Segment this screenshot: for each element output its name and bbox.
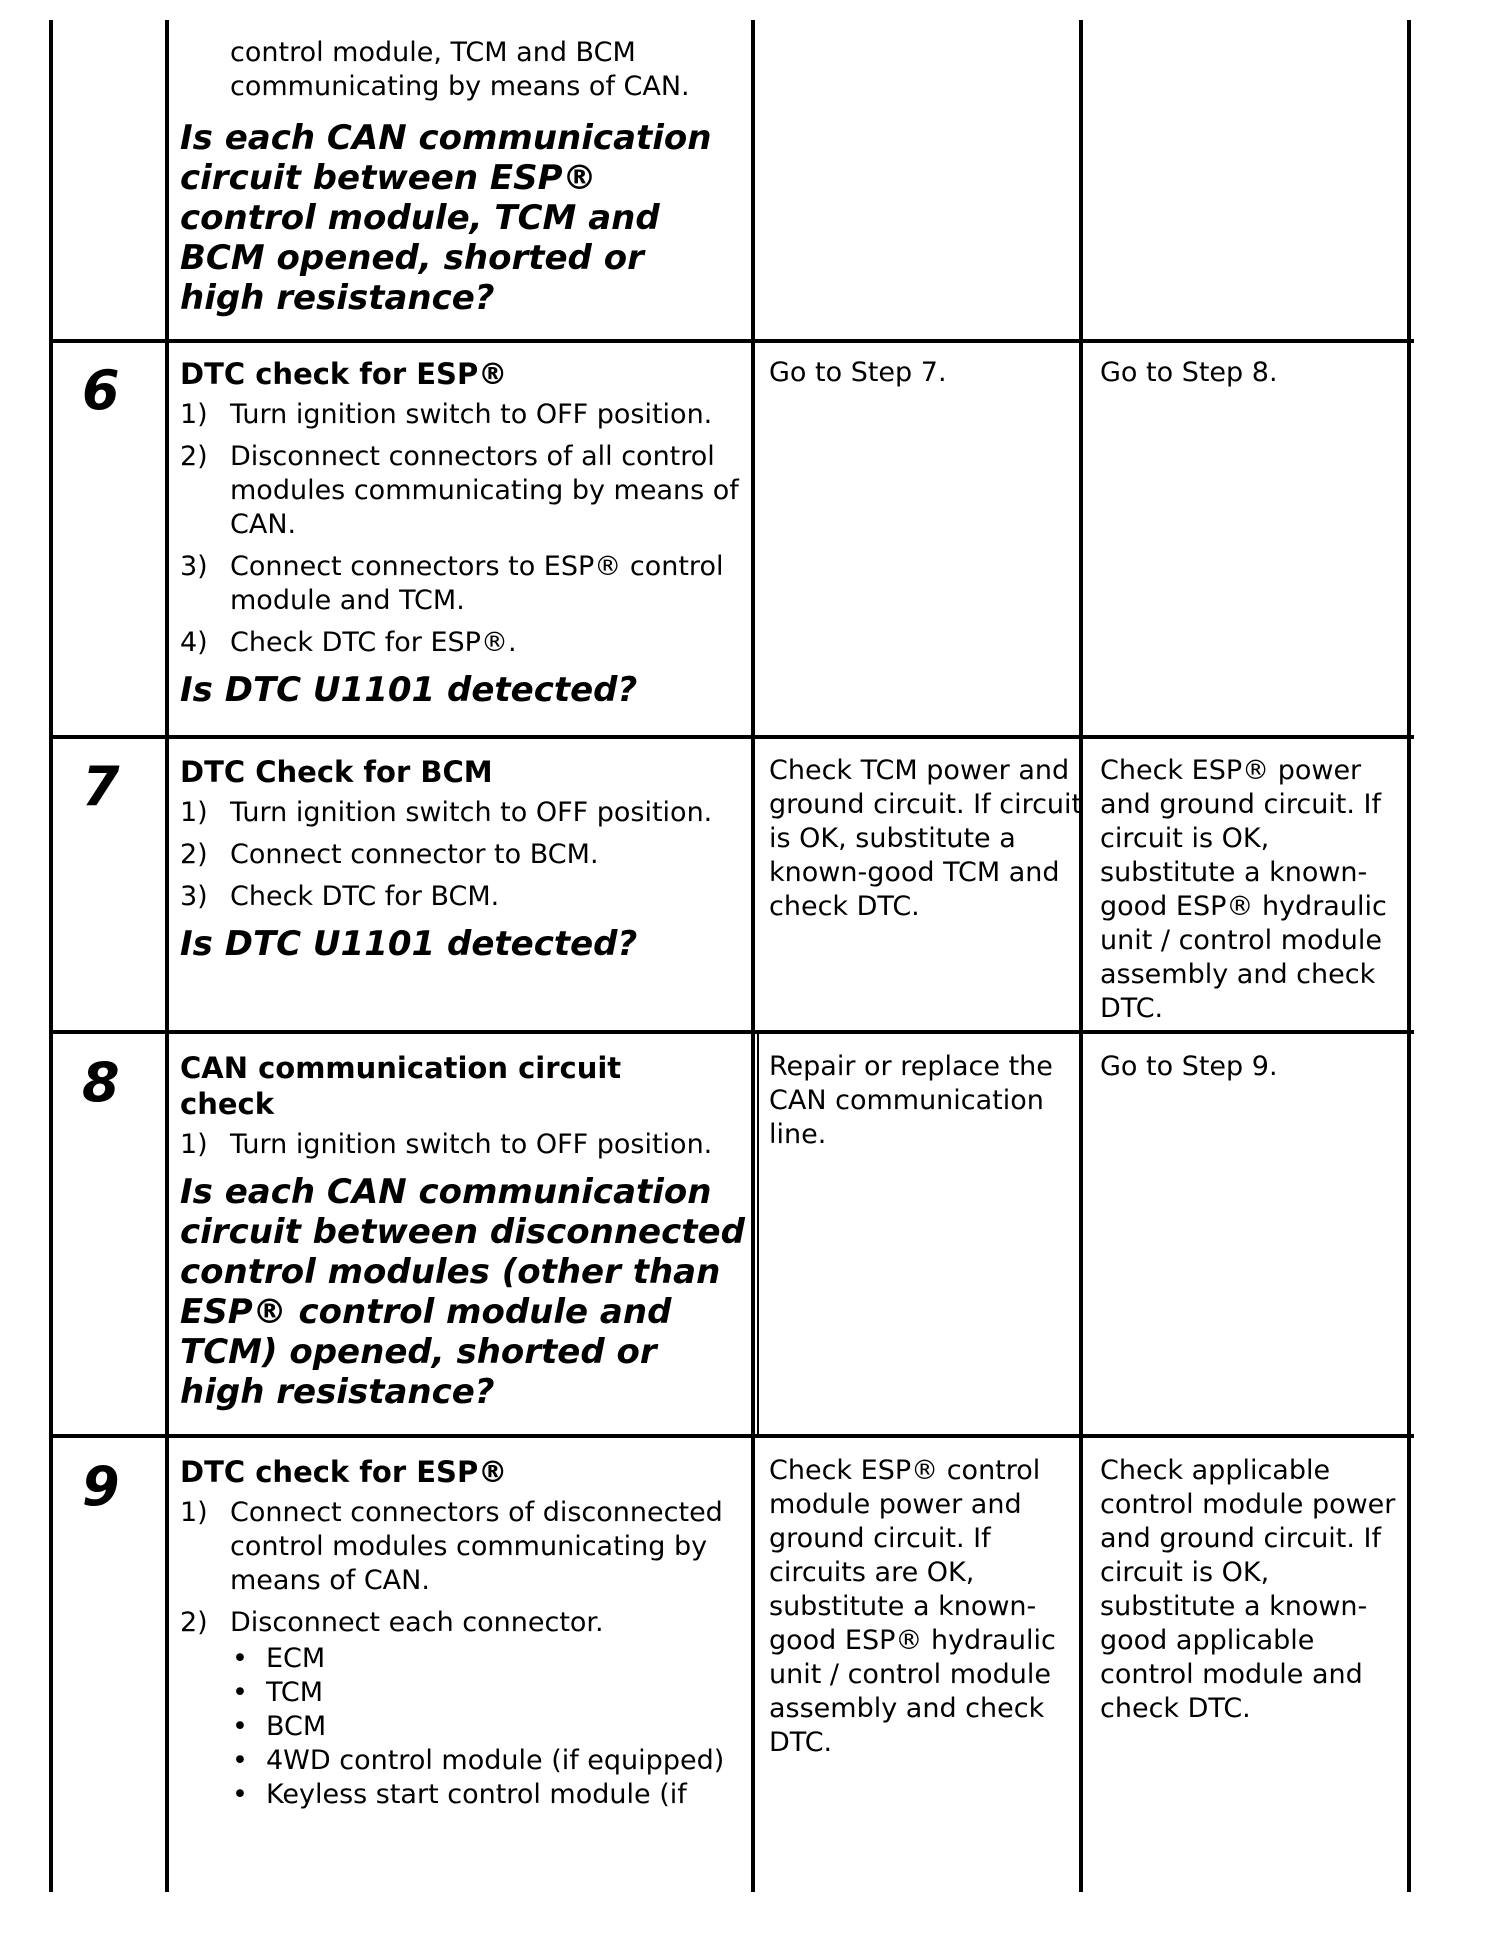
- row-7-no: Check ESP® power and ground circuit. If circuit is OK, substitute a known-good ESP® hydraulic unit / control module assembly and check DTC.: [1100, 755, 1387, 1024]
- list-item: 3) Check DTC for BCM.: [180, 881, 500, 912]
- table-border-right: [1407, 20, 1411, 1892]
- row-6-question: Is DTC U1101 detected?: [180, 670, 638, 710]
- list-item: 1) Connect connectors of disconnected control modules communicating by means of CAN.: [180, 1497, 723, 1596]
- list-item: • Keyless start control module (if: [230, 1778, 750, 1812]
- row-divider-8: [50, 1030, 1414, 1034]
- table-border-left: [49, 20, 53, 1892]
- row-5-continuation: [180, 36, 740, 318]
- row-9-title: DTC check for ESP®: [180, 1455, 508, 1489]
- row-divider-9: [50, 1434, 1414, 1438]
- row-8-title: CAN communication circuit check: [180, 1051, 622, 1121]
- row-7-title: DTC Check for BCM: [180, 755, 493, 789]
- row-7-steps: [180, 796, 750, 914]
- step-number-9: 9: [82, 1455, 120, 1518]
- column-divider-action: [751, 20, 755, 1892]
- continuation-text: control module, TCM and BCM communicating by means of CAN.: [230, 37, 690, 102]
- row-7-yes: Check TCM power and ground circuit. If circuit is OK, substitute a known-good TCM and check DTC.: [769, 755, 1083, 922]
- list-item: 1) Turn ignition switch to OFF position.: [180, 1129, 713, 1160]
- column-divider-double: [757, 1034, 759, 1434]
- row-6-title: DTC check for ESP®: [180, 357, 508, 391]
- row-5-question: Is each CAN communication circuit between ESP® control module, TCM and BCM opened, shorted or high resistance?: [180, 118, 712, 318]
- row-9-yes: Check ESP® control module power and ground circuit. If circuits are OK, substitute a known-good ESP® hydraulic unit / control module assembly and check DTC.: [769, 1455, 1056, 1758]
- list-item: • ECM: [230, 1642, 750, 1676]
- row-8-question: Is each CAN communication circuit between disconnected control modules (other than ESP® control module and TCM) opened, shorted or high resistance?: [180, 1172, 745, 1412]
- list-item: 1) Turn ignition switch to OFF position.: [180, 797, 713, 828]
- row-divider-7: [50, 735, 1414, 739]
- list-item: • 4WD control module (if equipped): [230, 1744, 750, 1778]
- row-6-no: Go to Step 8.: [1100, 357, 1278, 388]
- step-number-6: 6: [82, 359, 120, 422]
- row-8-content: [180, 1050, 750, 1412]
- row-6-steps: [180, 398, 750, 660]
- row-9-content: [180, 1454, 750, 1820]
- row-8-yes: Repair or replace the CAN communication line.: [769, 1051, 1053, 1150]
- row-9-no: Check applicable control module power and ground circuit. If circuit is OK, substitute a known-good applicable control module and check DTC.: [1100, 1455, 1396, 1724]
- row-7-question: Is DTC U1101 detected?: [180, 924, 638, 964]
- row-9-steps: [180, 1496, 750, 1812]
- connector-list: [230, 1642, 750, 1812]
- list-item: 1) Turn ignition switch to OFF position.: [180, 399, 713, 430]
- step-number-8: 8: [82, 1051, 120, 1114]
- row-divider-6: [50, 339, 1414, 343]
- row-6-yes: Go to Step 7.: [769, 357, 947, 388]
- list-item: 4) Check DTC for ESP®.: [180, 627, 517, 658]
- step-number-7: 7: [82, 755, 120, 818]
- list-item: 2) Disconnect connectors of all control modules communicating by means of CAN.: [180, 441, 739, 540]
- row-7-content: [180, 754, 750, 964]
- row-8-no: Go to Step 9.: [1100, 1051, 1278, 1082]
- row-6-content: [180, 356, 750, 710]
- list-item: 2) Connect connector to BCM.: [180, 839, 599, 870]
- list-item: 3) Connect connectors to ESP® control module and TCM.: [180, 551, 724, 616]
- list-item: 2) Disconnect each connector. • ECM • TCM • BCM • 4WD control module (if equipped) • Keyless start control module (if: [180, 1606, 750, 1812]
- list-item: • BCM: [230, 1710, 750, 1744]
- row-8-steps: [180, 1128, 750, 1162]
- list-item: • TCM: [230, 1676, 750, 1710]
- column-divider-step: [165, 20, 169, 1892]
